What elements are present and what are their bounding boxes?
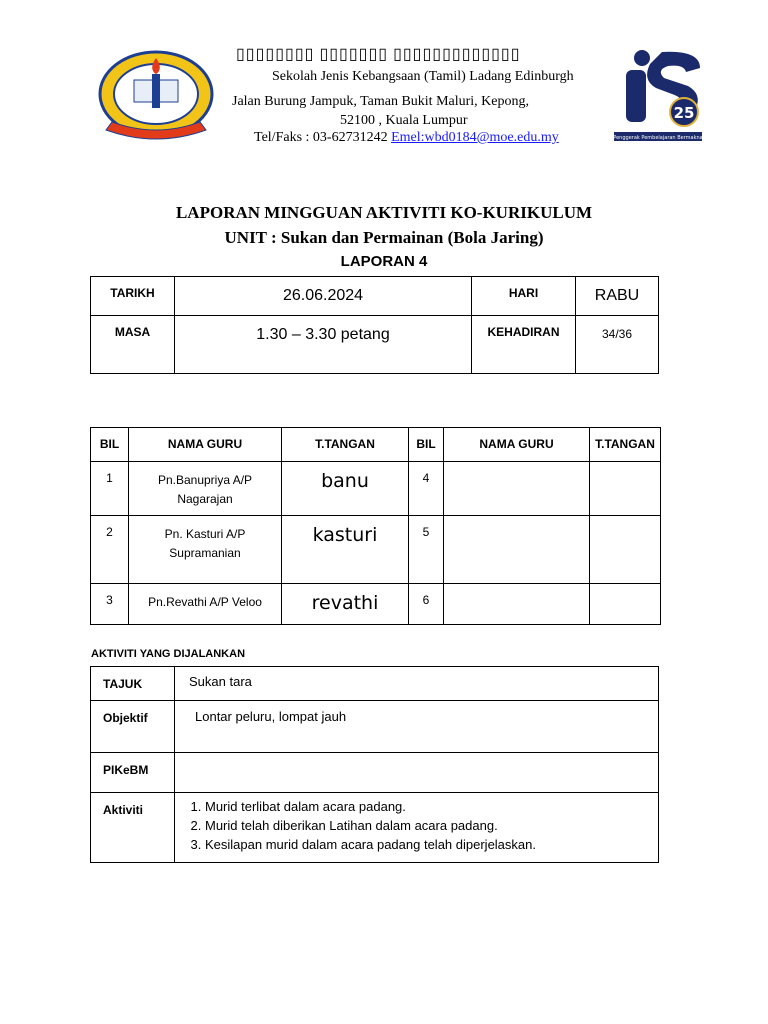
kehadiran-value: 34/36 bbox=[576, 316, 659, 374]
bil-cell: 4 bbox=[409, 462, 444, 516]
activity-table bbox=[90, 666, 659, 863]
tarikh-value: 26.06.2024 bbox=[175, 277, 472, 316]
signature: revathi bbox=[282, 584, 409, 625]
header-nama-guru: NAMA GURU bbox=[444, 428, 590, 462]
info-table bbox=[90, 276, 659, 374]
address-line-1: Jalan Burung Jampuk, Taman Bukit Maluri, Kepong, bbox=[232, 94, 530, 109]
header-bil: BIL bbox=[91, 428, 129, 462]
tarikh-label: TARIKH bbox=[91, 277, 175, 316]
unit-title: UNIT : Sukan dan Permainan (Bola Jaring) bbox=[224, 228, 544, 247]
address-line-2: 52100 , Kuala Lumpur bbox=[340, 113, 468, 128]
list-item: 2. Murid telah diberikan Latihan dalam acara padang. bbox=[205, 816, 658, 835]
list-item: 1. Murid terlibat dalam acara padang. bbox=[205, 797, 658, 816]
hari-value: RABU bbox=[576, 277, 659, 316]
hari-label: HARI bbox=[472, 277, 576, 316]
tajuk-label: TAJUK bbox=[91, 667, 175, 701]
teachers-table bbox=[90, 427, 661, 625]
objektif-value: Lontar peluru, lompat jauh bbox=[175, 701, 659, 753]
email-link[interactable]: Emel:wbd0184@moe.edu.my bbox=[391, 130, 559, 145]
activity-heading: AKTIVITI YANG DIJALANKAN bbox=[91, 648, 246, 660]
bil-cell: 6 bbox=[409, 584, 444, 625]
list-item: 3. Kesilapan murid dalam acara padang telah diperjelaskan. bbox=[205, 835, 658, 854]
masa-label: MASA bbox=[91, 316, 175, 374]
table-row bbox=[91, 516, 661, 584]
pikebm-value bbox=[175, 753, 659, 793]
bil-cell: 3 bbox=[91, 584, 129, 625]
signature-empty bbox=[590, 584, 661, 625]
header-tandatangan: T.TANGAN bbox=[282, 428, 409, 462]
school-crest-logo bbox=[96, 50, 216, 142]
report-number: LAPORAN 4 bbox=[340, 253, 428, 270]
teacher-name: Pn.Revathi A/P Veloo bbox=[129, 584, 282, 625]
tajuk-value: Sukan tara bbox=[175, 667, 659, 701]
header-nama-guru: NAMA GURU bbox=[129, 428, 282, 462]
aktiviti-label: Aktiviti bbox=[91, 793, 175, 863]
table-row bbox=[91, 462, 661, 516]
bil-cell: 1 bbox=[91, 462, 129, 516]
contact-line bbox=[254, 130, 559, 146]
header-bil: BIL bbox=[409, 428, 444, 462]
teacher-name: Pn.Banupriya A/P Nagarajan bbox=[129, 462, 282, 516]
aktiviti-list bbox=[175, 797, 658, 854]
bil-cell: 5 bbox=[409, 516, 444, 584]
teacher-name: Pn. Kasturi A/P Supramanian bbox=[129, 516, 282, 584]
objektif-label: Objektif bbox=[91, 701, 175, 753]
masa-value: 1.30 – 3.30 petang bbox=[175, 316, 472, 374]
badge-number: 25 bbox=[673, 104, 695, 122]
pikebm-label: PIKeBM bbox=[91, 753, 175, 793]
tel-fax: Tel/Faks : 03-62731242 bbox=[254, 130, 388, 145]
teacher-name-empty bbox=[444, 584, 590, 625]
signature-empty bbox=[590, 516, 661, 584]
signature-empty bbox=[590, 462, 661, 516]
school-name-tamil: ▯▯▯▯▯▯▯▯ ▯▯▯▯▯▯▯ ▯▯▯▯▯▯▯▯▯▯▯▯▯ bbox=[236, 46, 521, 63]
teacher-name-empty bbox=[444, 462, 590, 516]
school-name: Sekolah Jenis Kebangsaan (Tamil) Ladang Edinburgh bbox=[272, 69, 574, 84]
teacher-name-empty bbox=[444, 516, 590, 584]
table-row bbox=[91, 584, 661, 625]
bil-cell: 2 bbox=[91, 516, 129, 584]
report-title: LAPORAN MINGGUAN AKTIVITI KO-KURIKULUM bbox=[175, 203, 593, 222]
signature: banu bbox=[282, 462, 409, 516]
kehadiran-label: KEHADIRAN bbox=[472, 316, 576, 374]
header-tandatangan: T.TANGAN bbox=[590, 428, 661, 462]
aktiviti-list-cell bbox=[175, 793, 659, 863]
signature: kasturi bbox=[282, 516, 409, 584]
badge-caption: Penggerak Pembelajaran Bermakna bbox=[613, 135, 703, 141]
ts25-program-logo bbox=[612, 46, 704, 142]
